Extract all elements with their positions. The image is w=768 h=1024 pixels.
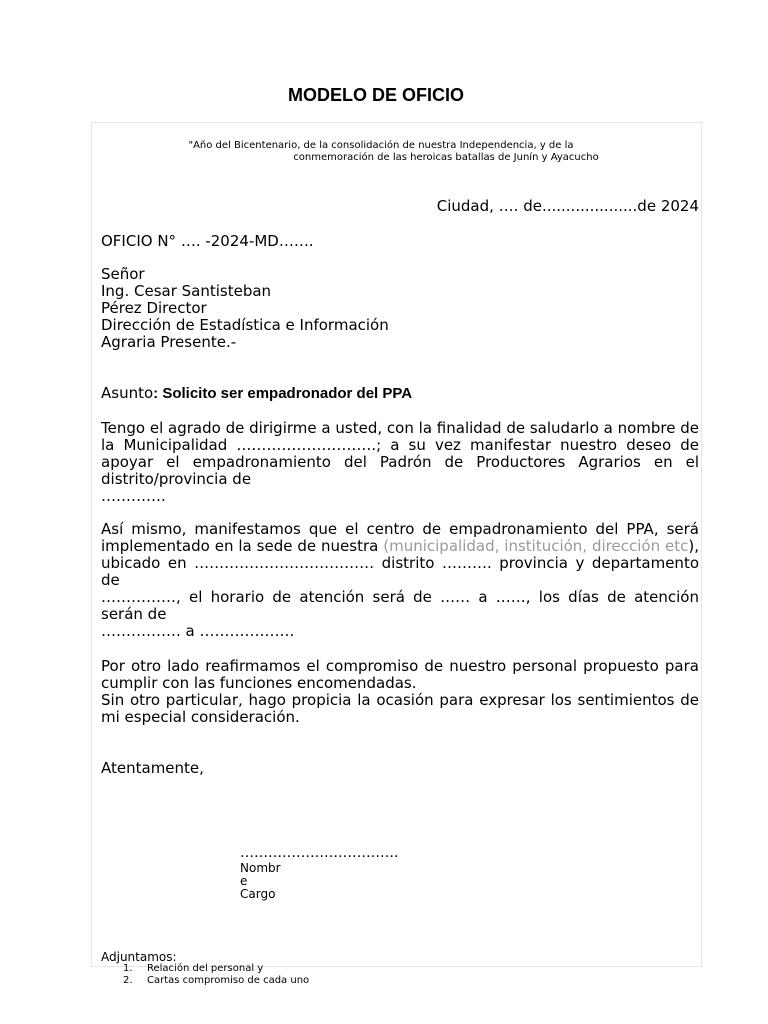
signature-role: Cargo — [240, 887, 276, 901]
signature-name-a: Nombr — [240, 861, 281, 875]
attachment-item: 2. Cartas compromiso de cada uno — [123, 975, 310, 986]
attachments-title: Adjuntamos: — [101, 950, 177, 964]
recipient-office: Dirección de Estadística e Información — [101, 316, 389, 334]
attachment-item: 1. Relación del personal y — [123, 963, 264, 974]
paragraph-2-line-2: ……………, el horario de atención será de …… a ……, los días de atención serán de — [101, 588, 699, 623]
paragraph-1 — [101, 420, 699, 505]
signature-line: ……………………………. — [240, 845, 399, 861]
closing: Atentamente, — [101, 759, 204, 777]
attachments-list — [123, 963, 309, 987]
paragraph-2 — [101, 521, 699, 640]
signature-name-b: e — [240, 874, 248, 888]
recipient-office-2: Agraria Presente.- — [101, 333, 237, 351]
date-line: Ciudad, …. de....................de 2024 — [436, 197, 699, 215]
subject-line — [101, 385, 699, 402]
motto-line-2: conmemoración de las heroicas batallas de Junín y Ayacucho — [293, 152, 599, 163]
subject-text: : Solicito ser empadronador del PPA — [153, 385, 413, 402]
recipient-surname-role: Pérez Director — [101, 299, 207, 317]
paragraph-1-text: Tengo el agrado de dirigirme a usted, con la finalidad de saludarlo a nombre de la Municipalidad ……………………….; a su vez manifestar nuestro deseo de apoyar el empadronamiento del Padrón de Productores Agrarios en el distrito/provincia de — [101, 419, 699, 488]
paragraph-2-part-2: ), ubicado en ……………………………… distrito ………. provincia y departamento de — [101, 537, 699, 589]
paragraph-3 — [101, 658, 699, 726]
document-title: MODELO DE OFICIO — [287, 85, 464, 105]
motto-line-1: "Año del Bicentenario, de la consolidación de nuestra Independencia, y de la — [188, 140, 574, 151]
recipient-greeting: Señor — [101, 265, 145, 283]
paragraph-2-hint: (municipalidad, institución, dirección etc — [383, 537, 689, 555]
paragraph-2-line-3: ……………. a ………………. — [101, 622, 295, 640]
subject-label: Asunto — [101, 384, 154, 402]
paragraph-1-dots: …………. — [101, 487, 166, 505]
oficio-number: OFICIO N° …. -2024-MD……. — [101, 232, 314, 250]
recipient-block — [101, 266, 699, 351]
paragraph-3-line-1: Por otro lado reafirmamos el compromiso de nuestro personal propuesto para cumplir con las funciones encomendadas. — [101, 657, 699, 692]
paragraph-2-part-1: Así mismo, manifestamos que el centro de empadronamiento del PPA, será implementado en la sede de nuestra — [101, 520, 699, 555]
recipient-name: Ing. Cesar Santisteban — [101, 282, 272, 300]
signature-name — [240, 862, 281, 901]
paragraph-3-line-2: Sin otro particular, hago propicia la ocasión para expresar los sentimientos de mi especial consideración. — [101, 691, 699, 726]
